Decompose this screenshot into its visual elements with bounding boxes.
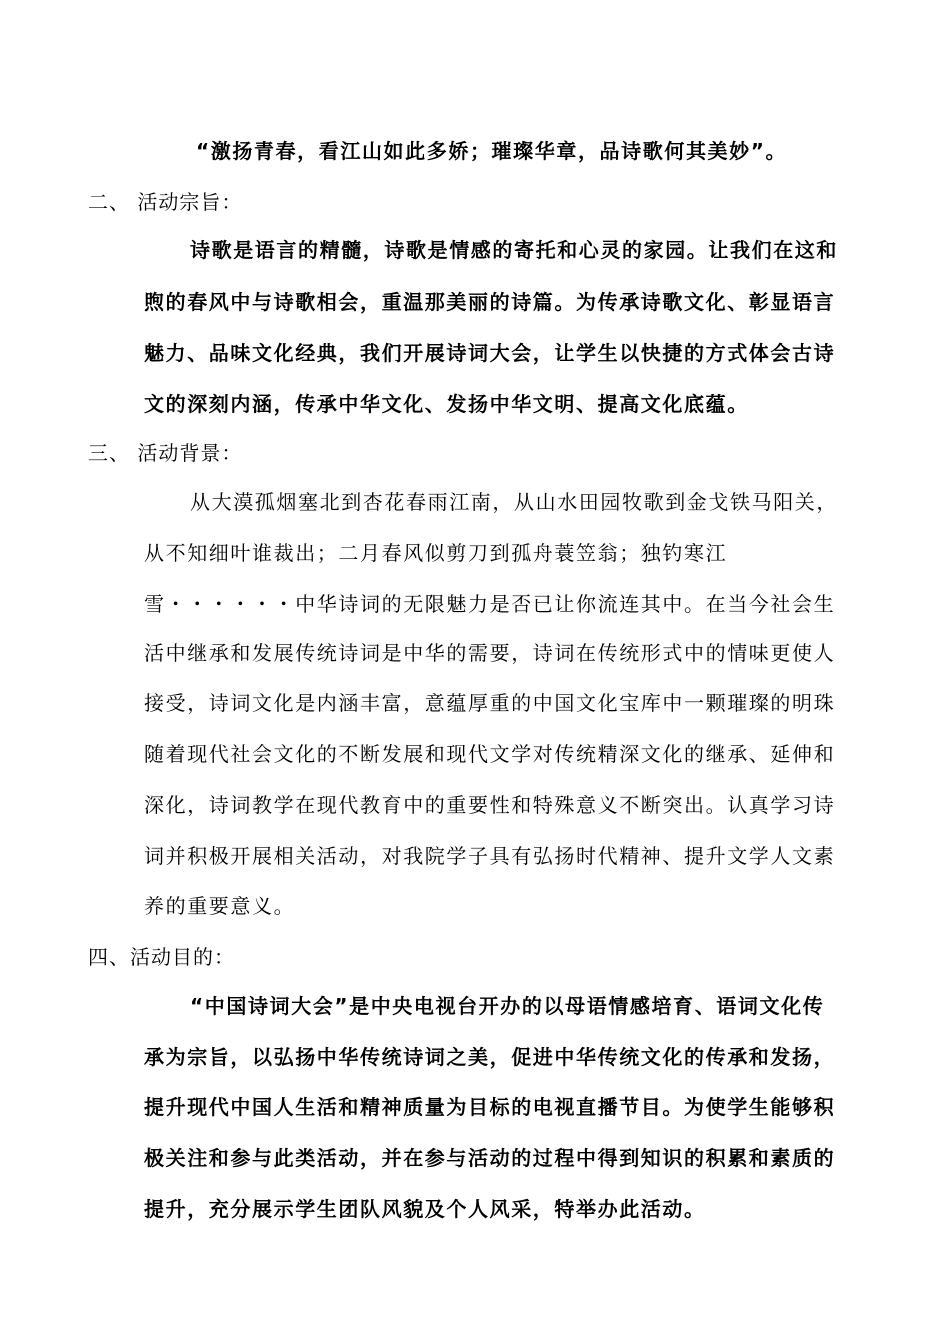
purpose-line: 魅力、品味文化经典，我们开展诗词大会，让学生以快捷的方式体会古诗 <box>144 341 836 365</box>
objective-line: 承为宗旨，以弘扬中华传统诗词之美，促进中华传统文化的传承和发扬， <box>144 1045 836 1069</box>
background-line: 词并积极开展相关活动，对我院学子具有弘扬时代精神、提升文学人文素 <box>144 844 836 868</box>
section-heading-objective: 四、活动目的： <box>88 945 235 969</box>
background-line: 雪・・・・・・中华诗词的无限魅力是否已让你流连其中。在当今社会生 <box>144 592 836 616</box>
objective-line: 提升现代中国人生活和精神质量为目标的电视直播节目。为使学生能够积 <box>144 1095 836 1119</box>
objective-line: “中国诗词大会”是中央电视台开办的以母语情感培育、语词文化传 <box>190 994 825 1018</box>
slogan-line: “激扬青春，看江山如此多娇；璀璨华章，品诗歌何其美妙”。 <box>196 139 788 163</box>
background-line: 随着现代社会文化的不断发展和现代文学对传统精深文化的继承、延伸和 <box>144 742 836 766</box>
background-line: 活中继承和发展传统诗词是中华的需要，诗词在传统形式中的情味更使人 <box>144 641 836 665</box>
section-heading-purpose: 二、 活动宗旨： <box>88 190 243 214</box>
background-line: 接受，诗词文化是内涵丰富，意蕴厚重的中国文化宝库中一颗璀璨的明珠 <box>144 691 836 715</box>
background-line: 养的重要意义。 <box>144 894 296 918</box>
background-line: 从不知细叶谁裁出；二月春风似剪刀到孤舟蓑笠翁；独钓寒江 <box>144 541 728 565</box>
section-heading-background: 三、 活动背景： <box>88 441 243 465</box>
objective-line: 极关注和参与此类活动，并在参与活动的过程中得到知识的积累和素质的 <box>144 1146 836 1170</box>
objective-line: 提升，充分展示学生团队风貌及个人风采，特举办此活动。 <box>144 1197 706 1221</box>
background-line: 从大漠孤烟塞北到杏花春雨江南，从山水田园牧歌到金戈铁马阳关， <box>190 490 838 514</box>
purpose-line: 文的深刻内涵，传承中华文化、发扬中华文明、提高文化底蕴。 <box>144 392 749 416</box>
background-line: 深化，诗词教学在现代教育中的重要性和特殊意义不断突出。认真学习诗 <box>144 793 836 817</box>
purpose-line: 诗歌是语言的精髓，诗歌是情感的寄托和心灵的家园。让我们在这和 <box>190 238 838 262</box>
purpose-line: 煦的春风中与诗歌相会，重温那美丽的诗篇。为传承诗歌文化、彰显语言 <box>144 290 836 314</box>
